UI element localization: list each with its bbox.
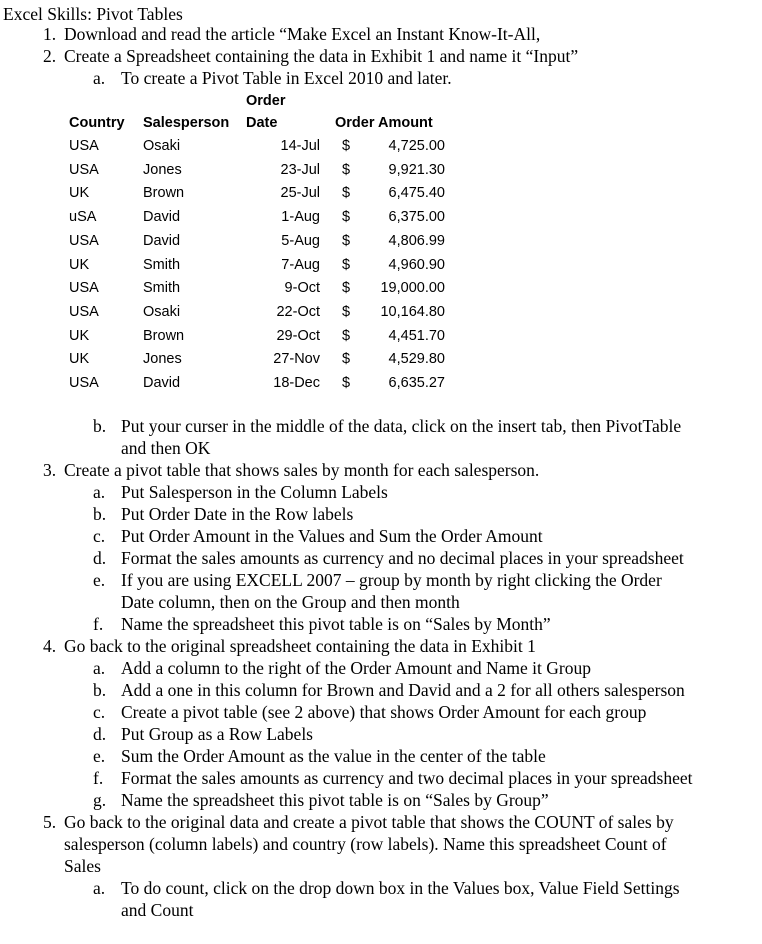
header-date: Date [246,115,278,131]
item-4g-marker: g. [93,790,107,810]
item-3e-text-line2: Date column, then on the Group and then month [121,592,460,612]
cell-date: 7-Aug [281,256,320,273]
item-4-marker: 4. [43,636,57,656]
cell-country: USA [69,232,99,249]
item-1-text: Download and read the article “Make Excel an Instant Know-It-All, [64,24,541,44]
item-3a-text: Put Salesperson in the Column Labels [121,482,388,502]
item-2a-text: To create a Pivot Table in Excel 2010 and later. [121,68,452,88]
cell-salesperson: Smith [143,256,181,273]
cell-currency-symbol: $ [342,138,351,154]
item-4a-text: Add a column to the right of the Order Amount and Name it Group [121,658,591,678]
item-5a-text-line2: and Count [121,900,194,920]
item-3c-marker: c. [93,526,106,546]
item-3e-marker: e. [93,570,106,590]
item-3-text: Create a pivot table that shows sales by month for each salesperson. [64,460,540,480]
cell-country: UK [69,327,90,344]
item-3e-text-line1: If you are using EXCELL 2007 – group by month by right clicking the Order [121,570,662,590]
item-3c-text: Put Order Amount in the Values and Sum the Order Amount [121,526,543,546]
item-3a-marker: a. [93,482,106,502]
item-3d-text: Format the sales amounts as currency and no decimal places in your spreadsheet [121,548,684,568]
item-2-marker: 2. [43,46,57,66]
item-5-marker: 5. [43,812,57,832]
cell-country: USA [69,280,99,297]
cell-date: 22-Oct [276,303,320,320]
item-3b-marker: b. [93,504,107,524]
cell-amount: 6,375.00 [388,209,445,226]
cell-currency-symbol: $ [342,280,351,297]
cell-amount: 4,451.70 [388,327,445,344]
item-4a-marker: a. [93,658,106,678]
cell-amount: 4,725.00 [388,138,445,154]
cell-amount: 9,921.30 [388,161,445,178]
cell-salesperson: Smith [143,280,181,297]
cell-date: 25-Jul [280,185,320,202]
item-5-text-line2: salesperson (column labels) and country (row labels). Name this spreadsheet Count of [64,834,667,854]
header-country: Country [69,115,125,131]
item-4b-marker: b. [93,680,107,700]
cell-country: USA [69,375,99,391]
cell-country: UK [69,185,90,202]
item-2b-text-line2: and then OK [121,438,211,458]
cell-amount: 4,529.80 [388,351,445,368]
cell-date: 9-Oct [284,280,320,297]
item-4f-marker: f. [93,768,104,788]
header-order-amount: Order Amount [335,115,433,131]
cell-amount: 6,475.40 [388,185,445,202]
cell-salesperson: Brown [143,327,185,344]
cell-salesperson: David [143,209,181,226]
cell-amount: 4,806.99 [388,232,445,249]
cell-amount: 19,000.00 [380,280,445,297]
item-2b-marker: b. [93,416,107,436]
cell-salesperson: Jones [143,351,182,368]
item-5-text-line1: Go back to the original data and create a pivot table that shows the COUNT of sales by [64,812,674,832]
cell-date: 29-Oct [276,327,320,344]
item-2b-text-line1: Put your curser in the middle of the data, click on the insert tab, then PivotTable [121,416,682,436]
cell-salesperson: Jones [143,161,182,178]
cell-date: 18-Dec [273,375,320,391]
item-4e-text: Sum the Order Amount as the value in the center of the table [121,746,546,766]
cell-currency-symbol: $ [342,351,351,368]
cell-date: 14-Jul [280,138,320,154]
item-3-marker: 3. [43,460,57,480]
header-order-top: Order [246,93,286,109]
item-3d-marker: d. [93,548,107,568]
cell-amount: 6,635.27 [388,375,445,391]
item-4b-text: Add a one in this column for Brown and David and a 2 for all others salesperson [121,680,685,700]
item-2-text: Create a Spreadsheet containing the data in Exhibit 1 and name it “Input” [64,46,579,66]
cell-date: 27-Nov [273,351,320,368]
item-2a-marker: a. [93,68,106,88]
item-4c-marker: c. [93,702,106,722]
item-3b-text: Put Order Date in the Row labels [121,504,354,524]
item-1-marker: 1. [43,24,57,44]
item-3f-marker: f. [93,614,104,634]
cell-country: UK [69,256,90,273]
item-4-text: Go back to the original spreadsheet containing the data in Exhibit 1 [64,636,536,656]
item-4e-marker: e. [93,746,106,766]
item-4f-text: Format the sales amounts as currency and two decimal places in your spreadsheet [121,768,693,788]
cell-currency-symbol: $ [342,161,351,178]
cell-currency-symbol: $ [342,303,351,320]
cell-currency-symbol: $ [342,327,351,344]
cell-date: 1-Aug [281,209,320,226]
cell-country: USA [69,138,99,154]
cell-salesperson: Brown [143,185,185,202]
cell-country: USA [69,161,99,178]
cell-salesperson: David [143,375,181,391]
cell-currency-symbol: $ [342,232,351,249]
item-4c-text: Create a pivot table (see 2 above) that shows Order Amount for each group [121,702,647,722]
cell-currency-symbol: $ [342,375,351,391]
cell-amount: 4,960.90 [388,256,445,273]
item-4d-marker: d. [93,724,107,744]
cell-country: USA [69,303,99,320]
item-4d-text: Put Group as a Row Labels [121,724,313,744]
cell-currency-symbol: $ [342,185,351,202]
header-salesperson: Salesperson [143,115,230,131]
cell-country: UK [69,351,90,368]
page-title: Excel Skills: Pivot Tables [3,4,183,24]
cell-salesperson: David [143,232,181,249]
item-3f-text: Name the spreadsheet this pivot table is on “Sales by Month” [121,614,551,634]
cell-date: 23-Jul [280,161,320,178]
item-5a-marker: a. [93,878,106,898]
item-5-text-line3: Sales [64,856,101,876]
cell-country: uSA [69,209,97,226]
cell-salesperson: Osaki [143,303,181,320]
item-4g-text: Name the spreadsheet this pivot table is on “Sales by Group” [121,790,549,810]
cell-amount: 10,164.80 [380,303,445,320]
cell-currency-symbol: $ [342,209,351,226]
item-5a-text-line1: To do count, click on the drop down box in the Values box, Value Field Settings [121,878,680,898]
cell-salesperson: Osaki [143,138,181,154]
cell-currency-symbol: $ [342,256,351,273]
cell-date: 5-Aug [281,232,320,249]
